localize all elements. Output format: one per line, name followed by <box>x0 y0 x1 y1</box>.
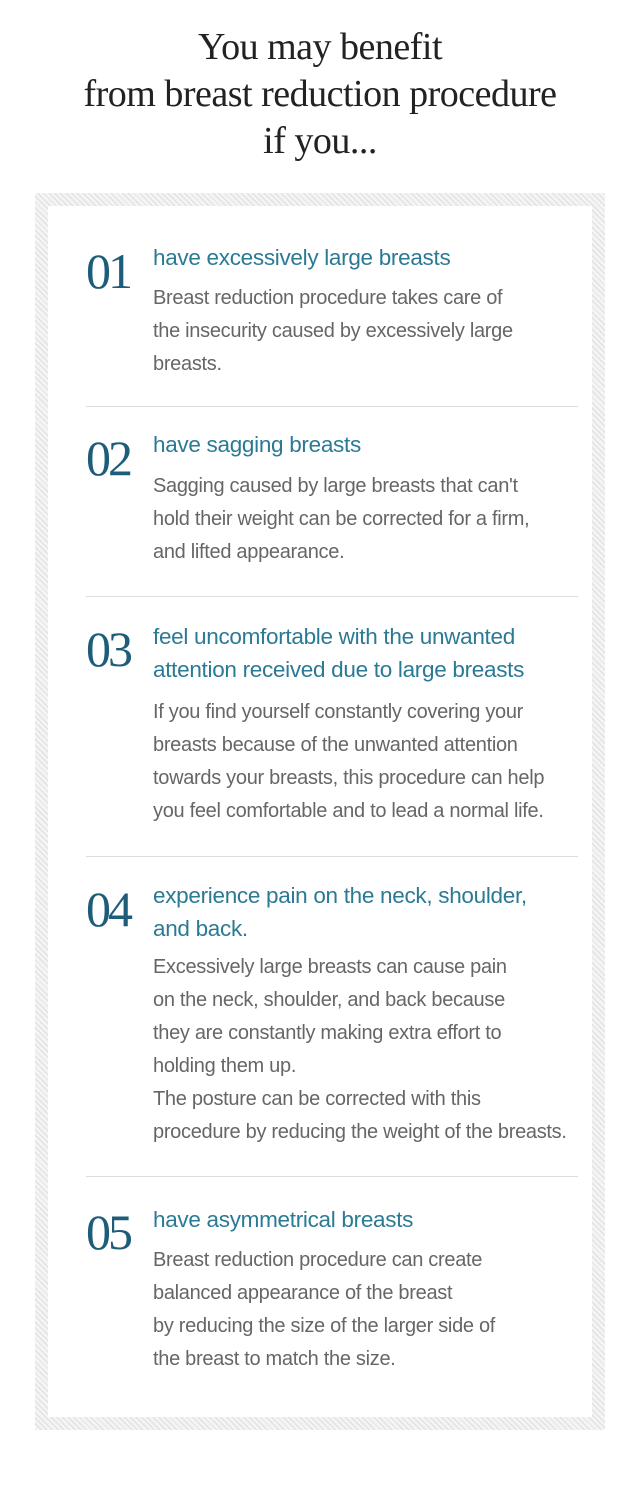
page-heading <box>0 24 640 165</box>
divider <box>86 1176 578 1177</box>
item-description: Breast reduction procedure can create balanced appearance of the breast by reducing the size of the larger side of the breast to match the size. <box>153 1249 496 1370</box>
item-title: have sagging breasts <box>153 432 361 457</box>
heading-line-2: from breast reduction procedure <box>83 73 557 115</box>
item-description: Sagging caused by large breasts that can't hold their weight can be corrected for a firm, and lifted appearance. <box>153 475 530 563</box>
divider <box>86 596 578 597</box>
heading-line-3: if you... <box>263 120 377 162</box>
heading-line-1: You may benefit <box>197 26 443 68</box>
item-number: 01 <box>86 243 130 299</box>
benefits-card <box>48 206 592 1417</box>
item-description: Excessively large breasts can cause pain on the neck, shoulder, and back because they are constantly making extra effort to holding them up. The posture can be corrected with this procedure by reducing the weight of the breasts. <box>153 956 567 1143</box>
item-title: experience pain on the neck, shoulder, and back. <box>153 883 527 941</box>
hatched-frame <box>35 193 605 1430</box>
item-title: feel uncomfortable with the unwanted attention received due to large breasts <box>153 624 525 682</box>
item-description: If you find yourself constantly covering your breasts because of the unwanted attention towards your breasts, this procedure can help you feel comfortable and to lead a normal life. <box>153 701 545 822</box>
item-description: Breast reduction procedure takes care of the insecurity caused by excessively large breasts. <box>153 287 513 375</box>
item-number: 04 <box>86 881 130 937</box>
item-number: 02 <box>86 430 130 486</box>
item-title: have asymmetrical breasts <box>153 1207 414 1232</box>
divider <box>86 856 578 857</box>
item-title: have excessively large breasts <box>153 245 451 270</box>
item-number: 03 <box>86 621 130 677</box>
item-number: 05 <box>86 1204 130 1260</box>
divider <box>86 406 578 407</box>
